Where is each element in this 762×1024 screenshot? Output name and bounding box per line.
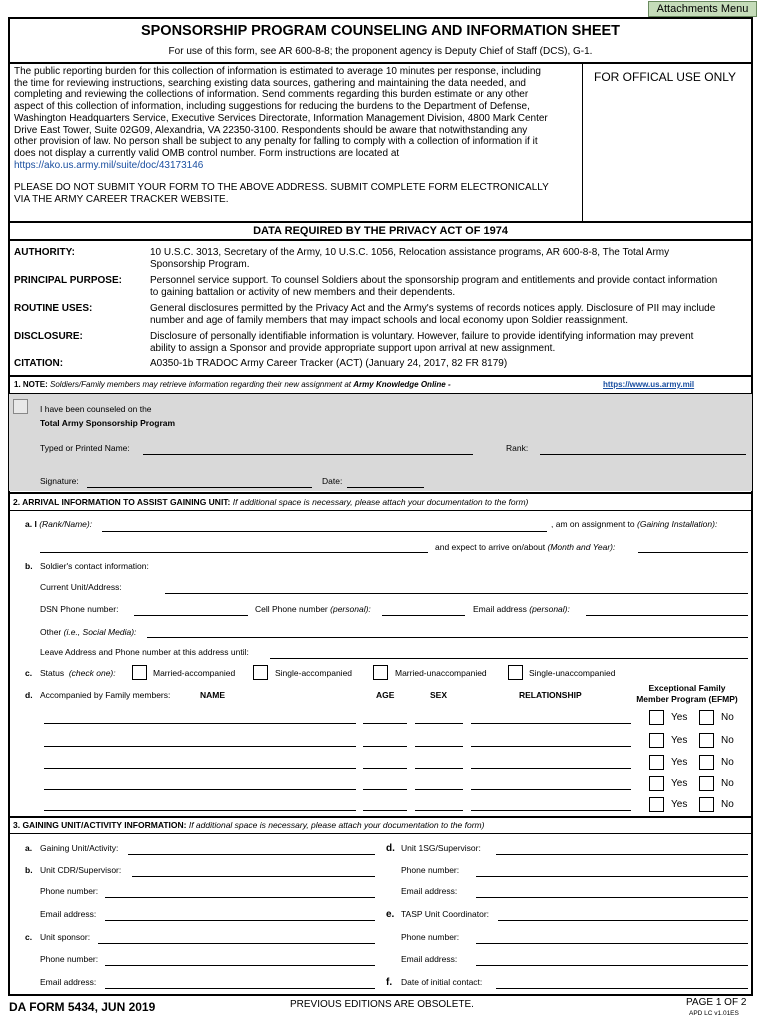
purpose-line: to gaining battalion or activity of new members and their dependents. <box>150 286 456 298</box>
cell-label <box>255 604 371 614</box>
burden-line: does not display a currently valid OMB control number. Form instructions are located at <box>14 147 400 159</box>
cdr-email-field[interactable] <box>105 920 375 921</box>
note-number: 1. NOTE: <box>14 380 48 389</box>
purpose-line: Personnel service support. To counsel Soldiers about the sponsorship program and entitlements and provide contact information <box>150 275 718 286</box>
status-option: Single-unaccompanied <box>529 668 616 678</box>
efmp-line: Exceptional Family <box>648 683 726 693</box>
efmp-no-label: No <box>721 778 734 789</box>
section2-title <box>13 497 528 507</box>
family-sex-field[interactable] <box>415 723 463 724</box>
tasp-field[interactable] <box>498 920 748 921</box>
item-2b-label: b. <box>25 561 33 571</box>
rank-label: Rank: <box>506 443 529 453</box>
section2-heading: 2. ARRIVAL INFORMATION TO ASSIST GAINING UNIT: <box>13 497 231 507</box>
efmp-line: Member Program (EFMP) <box>636 694 738 704</box>
divider <box>8 239 753 241</box>
family-name-field[interactable] <box>44 768 356 769</box>
married-unaccompanied-checkbox[interactable] <box>373 665 388 680</box>
email-personal: (personal): <box>529 604 570 614</box>
col-name: NAME <box>200 690 226 700</box>
efmp-no-label: No <box>721 735 734 746</box>
unit-1sg-field[interactable] <box>496 854 748 855</box>
item-3f-label: f. <box>386 977 393 988</box>
leave-label: Leave Address and Phone number at this address until: <box>40 647 249 657</box>
signature-field[interactable] <box>87 487 312 488</box>
routine-line: General disclosures permitted by the Privacy Act and the Army's systems of records notices apply. Disclosure of PII may include <box>150 303 716 314</box>
family-relationship-field[interactable] <box>471 768 631 769</box>
cell-text: Cell Phone number <box>255 604 328 614</box>
purpose-label: PRINCIPAL PURPOSE: <box>14 275 122 286</box>
leave-field[interactable] <box>270 658 748 659</box>
item-3a-label: a. <box>25 843 33 853</box>
sponsor-email-label: Email address: <box>40 977 97 987</box>
family-age-field[interactable] <box>363 789 407 790</box>
other-label <box>40 627 136 637</box>
family-age-field[interactable] <box>363 723 407 724</box>
name-field[interactable] <box>143 454 473 455</box>
efmp-yes-label: Yes <box>671 735 688 746</box>
section3-heading: 3. GAINING UNIT/ACTIVITY INFORMATION: <box>13 820 187 830</box>
status-text: Status <box>40 668 65 678</box>
item-3d-label: d. <box>386 843 395 854</box>
counseled-text: I have been counseled on the <box>40 404 152 414</box>
family-name-field[interactable] <box>44 746 356 747</box>
efmp-yes-label: Yes <box>671 799 688 810</box>
arrival-label <box>435 542 615 552</box>
efmp-yes-checkbox[interactable] <box>649 797 664 812</box>
unit-cdr-label: Unit CDR/Supervisor: <box>40 865 122 875</box>
efmp-yes-checkbox[interactable] <box>649 776 664 791</box>
family-age-field[interactable] <box>363 810 407 811</box>
family-relationship-field[interactable] <box>471 810 631 811</box>
cell-personal: (personal): <box>330 604 371 614</box>
email-label <box>473 604 570 614</box>
current-unit-field[interactable] <box>165 593 748 594</box>
divider <box>8 833 753 834</box>
version-label: APD LC v1.01ES <box>689 1010 739 1017</box>
status-option: Married-accompanied <box>153 668 236 678</box>
burden-line: other provision of law. No person shall be subject to any penalty for falling to comply with a collection of information if it <box>14 136 538 148</box>
efmp-no-label: No <box>721 757 734 768</box>
efmp-no-checkbox[interactable] <box>699 776 714 791</box>
unit-1sg-label: Unit 1SG/Supervisor: <box>401 843 481 853</box>
accompanied-label: Accompanied by Family members: <box>40 690 171 700</box>
divider <box>8 62 753 64</box>
cdr-email-label: Email address: <box>40 909 97 919</box>
form-subtitle: For use of this form, see AR 600-8-8; the proponent agency is Deputy Chief of Staff (DCS), G-1. <box>168 46 593 57</box>
efmp-header <box>632 683 742 705</box>
signature-label: Signature: <box>40 476 79 486</box>
family-sex-field[interactable] <box>415 746 463 747</box>
other-field[interactable] <box>147 637 748 638</box>
form-number: DA FORM 5434, JUN 2019 <box>9 1000 156 1014</box>
check-one: (check one): <box>68 668 116 678</box>
divider <box>8 492 753 494</box>
gaining-unit-label: Gaining Unit/Activity: <box>40 843 119 853</box>
contact-info-label: Soldier's contact information: <box>40 561 149 571</box>
tasp-label: TASP Unit Coordinator: <box>401 909 490 919</box>
disclosure-text <box>150 331 750 354</box>
gaining-unit-field[interactable] <box>128 854 375 855</box>
army-mil-link[interactable]: https://www.us.army.mil <box>603 380 695 389</box>
unit-sponsor-label: Unit sponsor: <box>40 932 91 942</box>
purpose-text <box>150 275 750 298</box>
month-year-label: (Month and Year): <box>547 542 616 552</box>
family-age-field[interactable] <box>363 768 407 769</box>
divider <box>8 221 753 223</box>
note-text: Soldiers/Family members may retrieve information regarding their new assignment at <box>50 380 352 389</box>
citation-text: A0350-1b TRADOC Army Career Tracker (ACT) (January 24, 2017, 82 FR 8179) <box>150 358 508 369</box>
arrival-date-field[interactable] <box>638 552 748 553</box>
item-2a <box>25 519 92 529</box>
divider <box>8 510 753 511</box>
burden-line: the time for reviewing instructions, searching existing data sources, gathering and maintaining the data needed, and <box>14 77 526 89</box>
burden-line: Drive East Tower, Suite 02G09, Alexandria, VA 22350-3100. Respondents should be aware that notwithstanding any <box>14 124 528 136</box>
col-relationship: RELATIONSHIP <box>519 690 582 700</box>
authority-line: 10 U.S.C. 3013, Secretary of the Army, 10 U.S.C. 1056, Relocation assistance programs, AR 600-8-8, The Total Army <box>150 247 670 258</box>
family-relationship-field[interactable] <box>471 789 631 790</box>
cell-field[interactable] <box>382 615 465 616</box>
authority-label: AUTHORITY: <box>14 247 75 258</box>
initial-contact-label: Date of initial contact: <box>401 977 483 987</box>
email-field[interactable] <box>586 615 748 616</box>
dsn-label: DSN Phone number: <box>40 604 119 614</box>
efmp-no-label: No <box>721 799 734 810</box>
assignment-text: , am on assignment to <box>551 519 635 529</box>
section3-note: If additional space is necessary, please attach your documentation to the form) <box>188 820 485 830</box>
1sg-email-field[interactable] <box>476 897 748 898</box>
tasp-phone-label: Phone number: <box>401 932 460 942</box>
tasp-phone-field[interactable] <box>476 943 748 944</box>
privacy-header: DATA REQUIRED BY THE PRIVACY ACT OF 1974 <box>253 225 508 237</box>
1sg-phone-field[interactable] <box>476 876 748 877</box>
sponsor-email-field[interactable] <box>105 988 375 989</box>
efmp-no-checkbox[interactable] <box>699 710 714 725</box>
family-name-field[interactable] <box>44 723 356 724</box>
date-field[interactable] <box>347 487 424 488</box>
rank-name-field[interactable] <box>102 531 547 532</box>
efmp-no-label: No <box>721 712 734 723</box>
burden-line: completing and reviewing the collections of information. Send comments regarding this burden estimate or any other <box>14 89 529 101</box>
col-sex: SEX <box>430 690 448 700</box>
single-accompanied-checkbox[interactable] <box>253 665 268 680</box>
efmp-no-checkbox[interactable] <box>699 797 714 812</box>
official-use-label: FOR OFFICAL USE ONLY <box>594 70 737 84</box>
form-title: SPONSORSHIP PROGRAM COUNSELING AND INFORMATION SHEET <box>140 23 621 39</box>
obsolete-notice: PREVIOUS EDITIONS ARE OBSOLETE. <box>290 999 474 1010</box>
1sg-email-label: Email address: <box>401 886 458 896</box>
item-3b-label: b. <box>25 865 33 875</box>
item-3c-label: c. <box>25 932 33 942</box>
efmp-yes-checkbox[interactable] <box>649 755 664 770</box>
ako-label: Army Knowledge Online - <box>353 380 451 389</box>
cdr-phone-field[interactable] <box>105 897 375 898</box>
col-age: AGE <box>376 690 395 700</box>
submission-notice: VIA THE ARMY CAREER TRACKER WEBSITE. <box>14 194 229 206</box>
authority-text <box>150 247 750 270</box>
efmp-yes-checkbox[interactable] <box>649 710 664 725</box>
item-2c-label: c. <box>25 668 33 678</box>
other-note: (i.e., Social Media): <box>63 627 137 637</box>
other-text: Other <box>40 627 62 637</box>
official-use-divider <box>582 62 583 221</box>
burden-statement <box>14 66 582 206</box>
counseled-program: Total Army Sponsorship Program <box>40 418 176 428</box>
sponsor-phone-field[interactable] <box>105 965 375 966</box>
initial-contact-field[interactable] <box>496 988 748 989</box>
status-label <box>40 668 116 678</box>
divider <box>8 375 753 377</box>
gaining-installation-field[interactable] <box>40 552 428 553</box>
cdr-phone-label: Phone number: <box>40 886 99 896</box>
tasp-email-label: Email address: <box>401 954 458 964</box>
disclosure-label: DISCLOSURE: <box>14 331 83 342</box>
disclosure-line: Disclosure of personally identifiable information is voluntary. However, failure to provide identifying information may prevent <box>150 331 694 342</box>
name-label: Typed or Printed Name: <box>40 443 130 453</box>
family-sex-field[interactable] <box>415 810 463 811</box>
item-2a-label: a. I <box>25 519 37 529</box>
section2-note: If additional space is necessary, please attach your documentation to the form) <box>232 497 529 507</box>
gaining-installation-label: (Gaining Installation): <box>637 519 718 529</box>
family-name-field[interactable] <box>44 810 356 811</box>
date-label: Date: <box>322 476 343 486</box>
email-text: Email address <box>473 604 527 614</box>
family-relationship-field[interactable] <box>471 746 631 747</box>
routine-text <box>150 303 750 326</box>
tasp-email-field[interactable] <box>476 965 748 966</box>
note-line <box>14 380 451 389</box>
1sg-phone-label: Phone number: <box>401 865 460 875</box>
item-3e-label: e. <box>386 909 395 920</box>
burden-line: The public reporting burden for this collection of information is estimated to average 10 minutes per response, including <box>14 66 541 77</box>
family-age-field[interactable] <box>363 746 407 747</box>
efmp-no-checkbox[interactable] <box>699 733 714 748</box>
citation-label: CITATION: <box>14 358 64 369</box>
burden-line: aspect of this collection of information, including suggestions for reducing the burdens to the Department of Defense, <box>14 101 530 113</box>
efmp-yes-checkbox[interactable] <box>649 733 664 748</box>
item-2d-label: d. <box>25 690 33 700</box>
authority-line: Sponsorship Program. <box>150 258 250 270</box>
family-name-field[interactable] <box>44 789 356 790</box>
efmp-yes-label: Yes <box>671 757 688 768</box>
routine-line: number and age of family members that may impact schools and local economy upon Soldier reassignment. <box>150 314 629 326</box>
page-number: PAGE 1 OF 2 <box>686 997 747 1008</box>
sponsor-phone-label: Phone number: <box>40 954 99 964</box>
burden-line: Washington Headquarters Service, Executive Services Directorate, Information Management Division, 4800 Mark Center <box>14 112 548 124</box>
efmp-yes-label: Yes <box>671 778 688 789</box>
married-accompanied-checkbox[interactable] <box>132 665 147 680</box>
divider <box>8 816 753 818</box>
arrival-text: and expect to arrive on/about <box>435 542 546 552</box>
rank-name-label: (Rank/Name): <box>39 519 93 529</box>
status-option: Married-unaccompanied <box>395 668 487 678</box>
dsn-field[interactable] <box>134 615 248 616</box>
submission-notice: PLEASE DO NOT SUBMIT YOUR FORM TO THE ABOVE ADDRESS. SUBMIT COMPLETE FORM ELECTRONICALLY <box>14 182 549 194</box>
current-unit-label: Current Unit/Address: <box>40 582 122 592</box>
rank-field[interactable] <box>540 454 746 455</box>
single-unaccompanied-checkbox[interactable] <box>508 665 523 680</box>
family-sex-field[interactable] <box>415 768 463 769</box>
efmp-yes-label: Yes <box>671 712 688 723</box>
disclosure-line: ability to assign a Sponsor and provide appropriate support upon arrival at new assignment. <box>150 342 556 354</box>
efmp-no-checkbox[interactable] <box>699 755 714 770</box>
unit-sponsor-field[interactable] <box>98 943 375 944</box>
assignment-label <box>551 519 717 529</box>
counseled-checkbox[interactable] <box>13 399 28 414</box>
section3-title <box>13 820 484 830</box>
family-relationship-field[interactable] <box>471 723 631 724</box>
unit-cdr-field[interactable] <box>132 876 375 877</box>
routine-label: ROUTINE USES: <box>14 303 93 314</box>
family-sex-field[interactable] <box>415 789 463 790</box>
attachments-menu-button[interactable]: Attachments Menu <box>648 1 757 17</box>
status-option: Single-accompanied <box>275 668 353 678</box>
form-instructions-link[interactable]: https://ako.us.army.mil/suite/doc/43173146 <box>14 159 204 171</box>
